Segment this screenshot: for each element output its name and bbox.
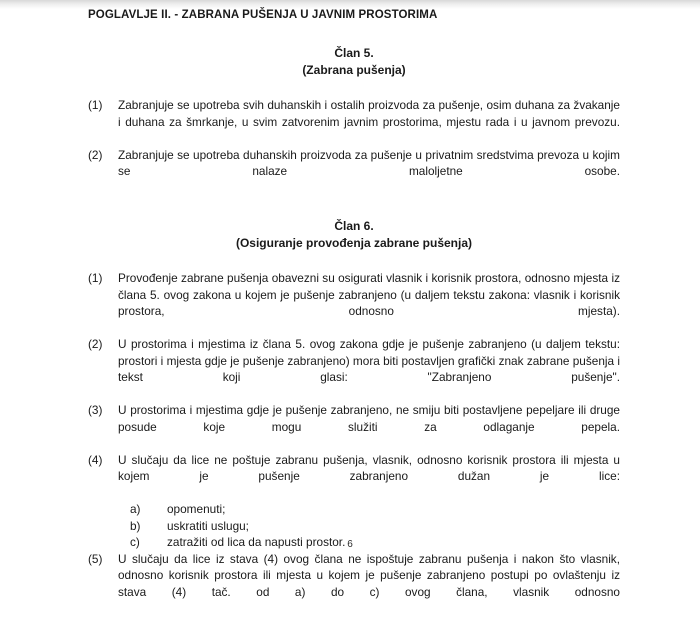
chapter-heading: POGLAVLJE II. - ZABRANA PUŠENJA U JAVNIM PROSTORIMA — [88, 9, 438, 21]
clause-text: Zabranjuje se upotreba duhanskih proizvoda za pušenje u privatnim sredstvima prevoza u kojim se nalaze maloljetne osobe. — [118, 147, 620, 178]
sub-clause-text: zatražiti od lica da napusti prostor. — [167, 535, 346, 549]
sub-clause-marker: c) — [130, 535, 140, 549]
clause-text: U prostorima i mjestima iz člana 5. ovog zakona gdje je pušenje zabranjeno (u daljem tekstu: prostori i mjesta gdje je pušenje zabranjeno) mora biti postavljen grafički znak zabrane pušenja i tekst koji glasi: "Zabranjeno pušenje". — [118, 337, 620, 384]
clause-marker: (5) — [88, 551, 103, 566]
clause-text: Zabranjuje se upotreba svih duhanskih i ostalih proizvoda za pušenje, osim duhana za žvakanje i duhana za šmrkanje, u svim zatvorenim javnim prostorima, mjestu rada i u javnom prevozu. — [118, 98, 620, 129]
article-subtitle-1: (Zabrana pušenja) — [302, 63, 406, 77]
clause-2-4 — [88, 452, 620, 502]
clause-1-2 — [88, 147, 620, 197]
clause-2-1 — [88, 270, 620, 336]
clause-list-article-5 — [88, 97, 620, 196]
clause-text: U prostorima i mjestima gdje je pušenje zabranjeno, ne smiju biti postavljene pepeljare ili druge posude koje mogu služiti za odlaganje pepela. — [118, 403, 620, 434]
clause-2-3 — [88, 402, 620, 452]
sub-clause-a — [88, 501, 620, 518]
spacer — [88, 81, 620, 97]
clause-2-5 — [88, 551, 620, 617]
clause-marker: (3) — [88, 403, 103, 417]
page-number: 6 — [347, 539, 353, 550]
clause-marker: (1) — [88, 98, 103, 112]
article-title-1: Član 5. — [334, 46, 374, 60]
clause-1-1 — [88, 97, 620, 147]
article-subtitle-2: (Osiguranje provođenja zabrane pušenja) — [235, 236, 473, 250]
sub-clause-marker: b) — [130, 518, 141, 533]
sub-clause-text: opomenuti; — [167, 502, 226, 516]
clause-list-article-6 — [88, 270, 620, 617]
spacer — [88, 196, 620, 218]
article-title-2: Član 6. — [334, 219, 374, 233]
clause-text: U slučaju da lice ne poštuje zabranu pušenja, vlasnik, odnosno korisnik prostora ili mjesta u kojem je pušenje zabranjeno dužan je lice: — [118, 452, 620, 483]
sub-clause-b — [88, 518, 620, 535]
sub-clause-marker: a) — [130, 502, 141, 516]
article-heading-block-1 — [88, 45, 620, 79]
clause-marker: (2) — [88, 147, 103, 162]
clause-marker: (2) — [88, 337, 103, 351]
clause-text: Provođenje zabrane pušenja obavezni su osigurati vlasnik i korisnik prostora, odnosno mjesta iz člana 5. ovog zakona u kojem je pušenje zabranjeno (u daljem tekstu zakona: vlasnik i korisnik prostora, odnosno mjesta). — [118, 271, 620, 318]
spacer — [88, 254, 620, 270]
article-heading-block-2 — [88, 218, 620, 252]
clause-marker: (4) — [88, 452, 103, 467]
clause-2-2 — [88, 336, 620, 402]
clause-marker: (1) — [88, 271, 103, 285]
sub-clause-text: uskratiti uslugu; — [167, 518, 249, 533]
clause-text: U slučaju da lice iz stava (4) ovog člana ne ispoštuje zabranu pušenja i nakon što vlasnik, odnosno korisnik prostora ili mjesta u kojem je pušenje zabranjeno postupi po ovlaštenju iz stava (4) tač. od a) do c) ovog člana, vlasnik odnosno — [118, 551, 620, 599]
